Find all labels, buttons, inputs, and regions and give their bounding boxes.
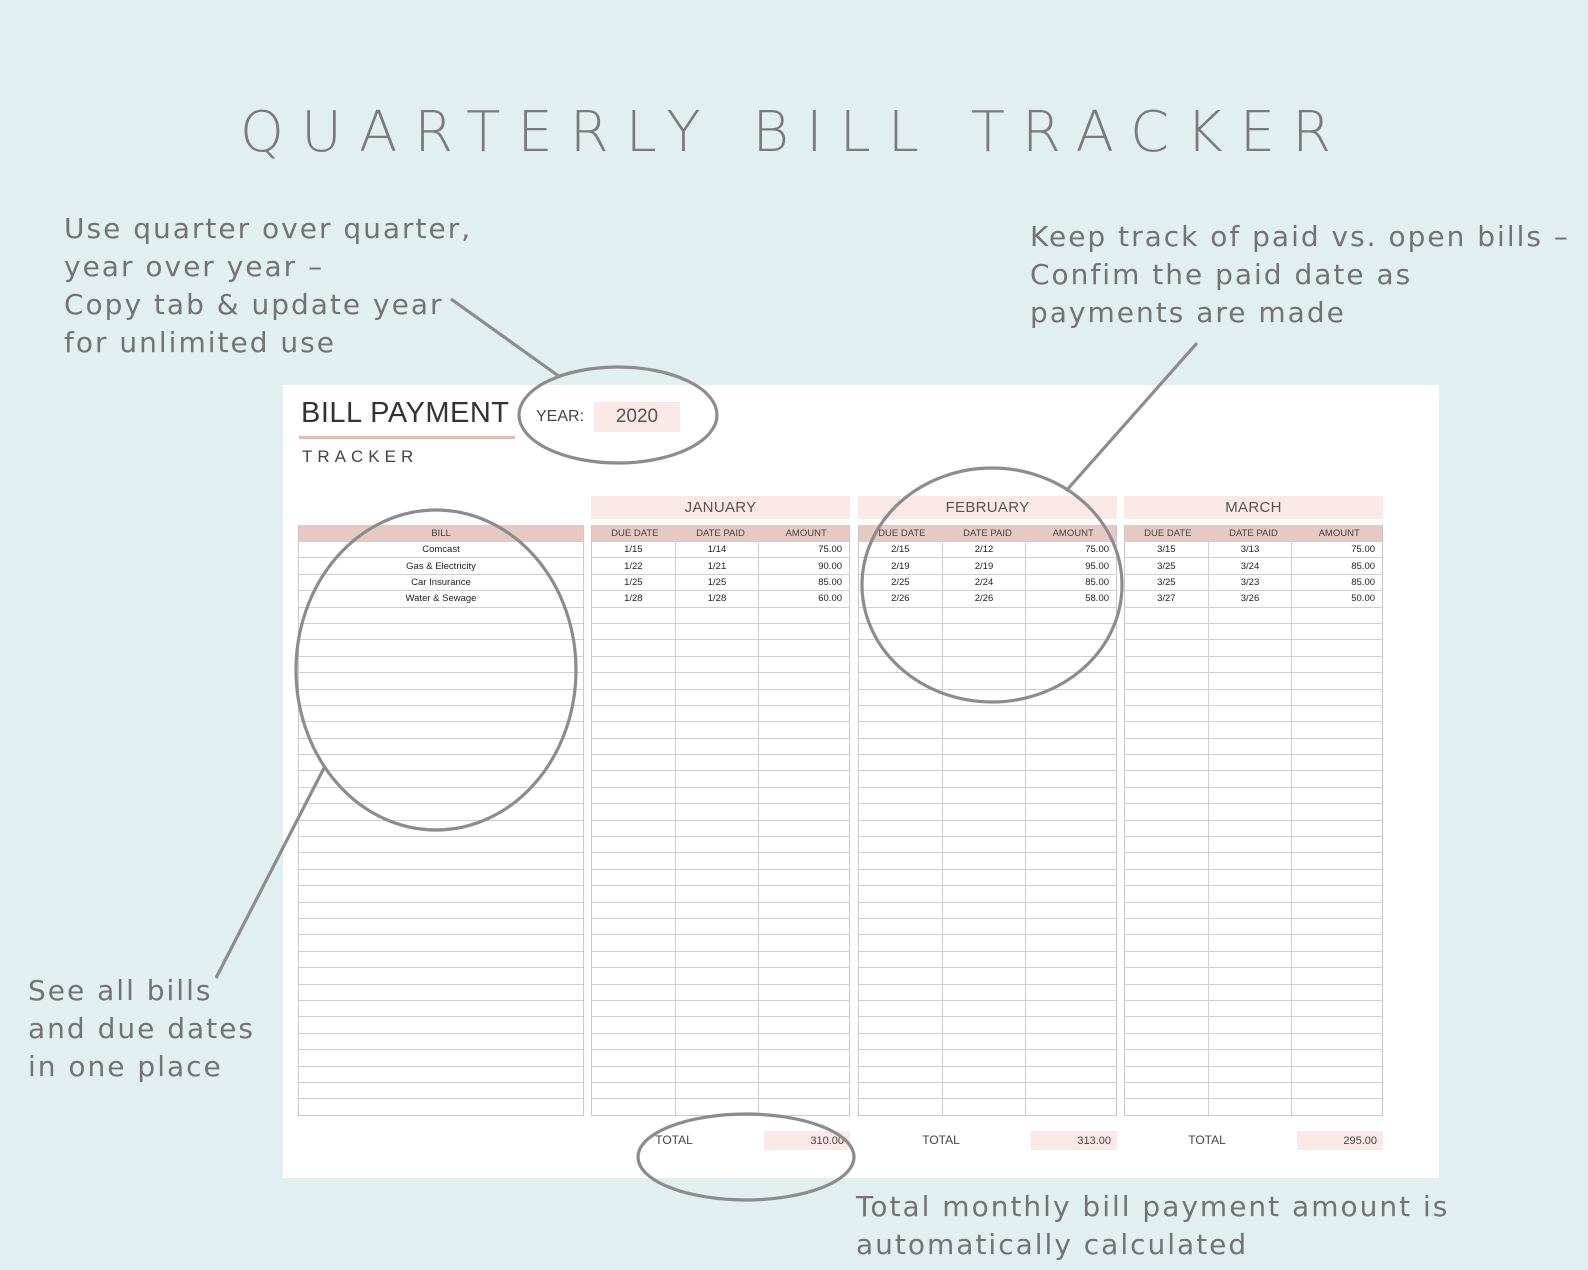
- amount-cell[interactable]: 75.00: [1291, 542, 1382, 557]
- total-amount: 310.00: [764, 1131, 850, 1150]
- column-header-due: DUE DATE: [878, 527, 926, 539]
- bill-name-cell[interactable]: Gas & Electricity: [406, 560, 476, 572]
- paid-cell[interactable]: 1/25: [675, 575, 759, 590]
- total-label: TOTAL: [655, 1133, 693, 1147]
- bill-name-cell[interactable]: Water & Sewage: [405, 593, 477, 605]
- paid-cell[interactable]: 1/21: [675, 558, 759, 573]
- tracker-title: BILL PAYMENT: [301, 397, 510, 429]
- due-cell[interactable]: 2/19: [891, 560, 910, 572]
- amount-cell[interactable]: 75.00: [758, 542, 849, 557]
- tracker-subtitle: TRACKER: [302, 447, 419, 466]
- callout-year-usage: Use quarter over quarter, year over year – Copy tab & update year for unlimited use: [64, 212, 473, 359]
- paid-cell[interactable]: 2/24: [942, 575, 1026, 590]
- year-pointer-line: [451, 299, 560, 377]
- amount-cell[interactable]: 90.00: [758, 558, 849, 573]
- due-cell[interactable]: 3/15: [1157, 544, 1176, 556]
- column-header-amount: AMOUNT: [1318, 527, 1360, 539]
- amount-cell[interactable]: 58.00: [1025, 591, 1116, 606]
- amount-cell[interactable]: 85.00: [1291, 558, 1382, 573]
- column-header-amount: AMOUNT: [785, 527, 827, 539]
- due-cell[interactable]: 2/26: [891, 593, 910, 605]
- bill-name-cell[interactable]: Car Insurance: [411, 576, 471, 588]
- column-header-paid: DATE PAID: [963, 527, 1012, 539]
- month-title: MARCH: [1124, 496, 1383, 519]
- total-amount: 313.00: [1031, 1131, 1117, 1150]
- column-header-due: DUE DATE: [611, 527, 659, 539]
- due-cell[interactable]: 1/22: [624, 560, 643, 572]
- total-label: TOTAL: [922, 1133, 960, 1147]
- paid-cell[interactable]: 3/26: [1208, 591, 1292, 606]
- paid-cell[interactable]: 3/13: [1208, 542, 1292, 557]
- due-cell[interactable]: 3/25: [1157, 576, 1176, 588]
- paid-cell[interactable]: 3/23: [1208, 575, 1292, 590]
- banner-title: QUARTERLY BILL TRACKER: [239, 100, 1349, 165]
- bills-pointer-line: [216, 768, 324, 978]
- callout-auto-total: Total monthly bill payment amount is automatically calculated: [856, 1190, 1450, 1261]
- paid-cell[interactable]: 3/24: [1208, 558, 1292, 573]
- amount-cell[interactable]: 85.00: [1291, 575, 1382, 590]
- month-title: FEBRUARY: [858, 496, 1117, 519]
- amount-cell[interactable]: 95.00: [1025, 558, 1116, 573]
- amount-cell[interactable]: 60.00: [758, 591, 849, 606]
- due-cell[interactable]: 3/27: [1157, 593, 1176, 605]
- due-cell[interactable]: 3/25: [1157, 560, 1176, 572]
- paid-cell[interactable]: 2/26: [942, 591, 1026, 606]
- column-header-paid: DATE PAID: [1229, 527, 1278, 539]
- amount-cell[interactable]: 50.00: [1291, 591, 1382, 606]
- paid-highlight-ellipse: [862, 468, 1122, 702]
- bill-name-cell[interactable]: Comcast: [422, 544, 460, 556]
- month-title: JANUARY: [591, 496, 850, 519]
- paid-cell[interactable]: 2/12: [942, 542, 1026, 557]
- year-input[interactable]: 2020: [594, 402, 680, 432]
- amount-cell[interactable]: 85.00: [1025, 575, 1116, 590]
- bills-highlight-ellipse: [296, 510, 576, 830]
- paid-pointer-line: [1066, 343, 1197, 491]
- paid-cell[interactable]: 1/28: [675, 591, 759, 606]
- due-cell[interactable]: 2/25: [891, 576, 910, 588]
- paid-cell[interactable]: 2/19: [942, 558, 1026, 573]
- due-cell[interactable]: 2/15: [891, 544, 910, 556]
- due-cell[interactable]: 1/25: [624, 576, 643, 588]
- column-header-due: DUE DATE: [1144, 527, 1192, 539]
- column-header-paid: DATE PAID: [696, 527, 745, 539]
- column-header-amount: AMOUNT: [1052, 527, 1094, 539]
- callout-paid-tracking: Keep track of paid vs. open bills – Confim the paid date as payments are made: [1030, 220, 1570, 329]
- paid-cell[interactable]: 1/14: [675, 542, 759, 557]
- total-highlight-ellipse: [638, 1114, 854, 1200]
- amount-cell[interactable]: 75.00: [1025, 542, 1116, 557]
- bill-header-label: BILL: [431, 527, 451, 539]
- year-label: YEAR:: [536, 408, 585, 425]
- total-label: TOTAL: [1188, 1133, 1226, 1147]
- amount-cell[interactable]: 85.00: [758, 575, 849, 590]
- total-amount: 295.00: [1297, 1131, 1383, 1150]
- year-highlight-ellipse: [519, 367, 717, 463]
- due-cell[interactable]: 1/15: [624, 544, 643, 556]
- callout-all-bills: See all bills and due dates in one place: [28, 974, 255, 1083]
- due-cell[interactable]: 1/28: [624, 593, 643, 605]
